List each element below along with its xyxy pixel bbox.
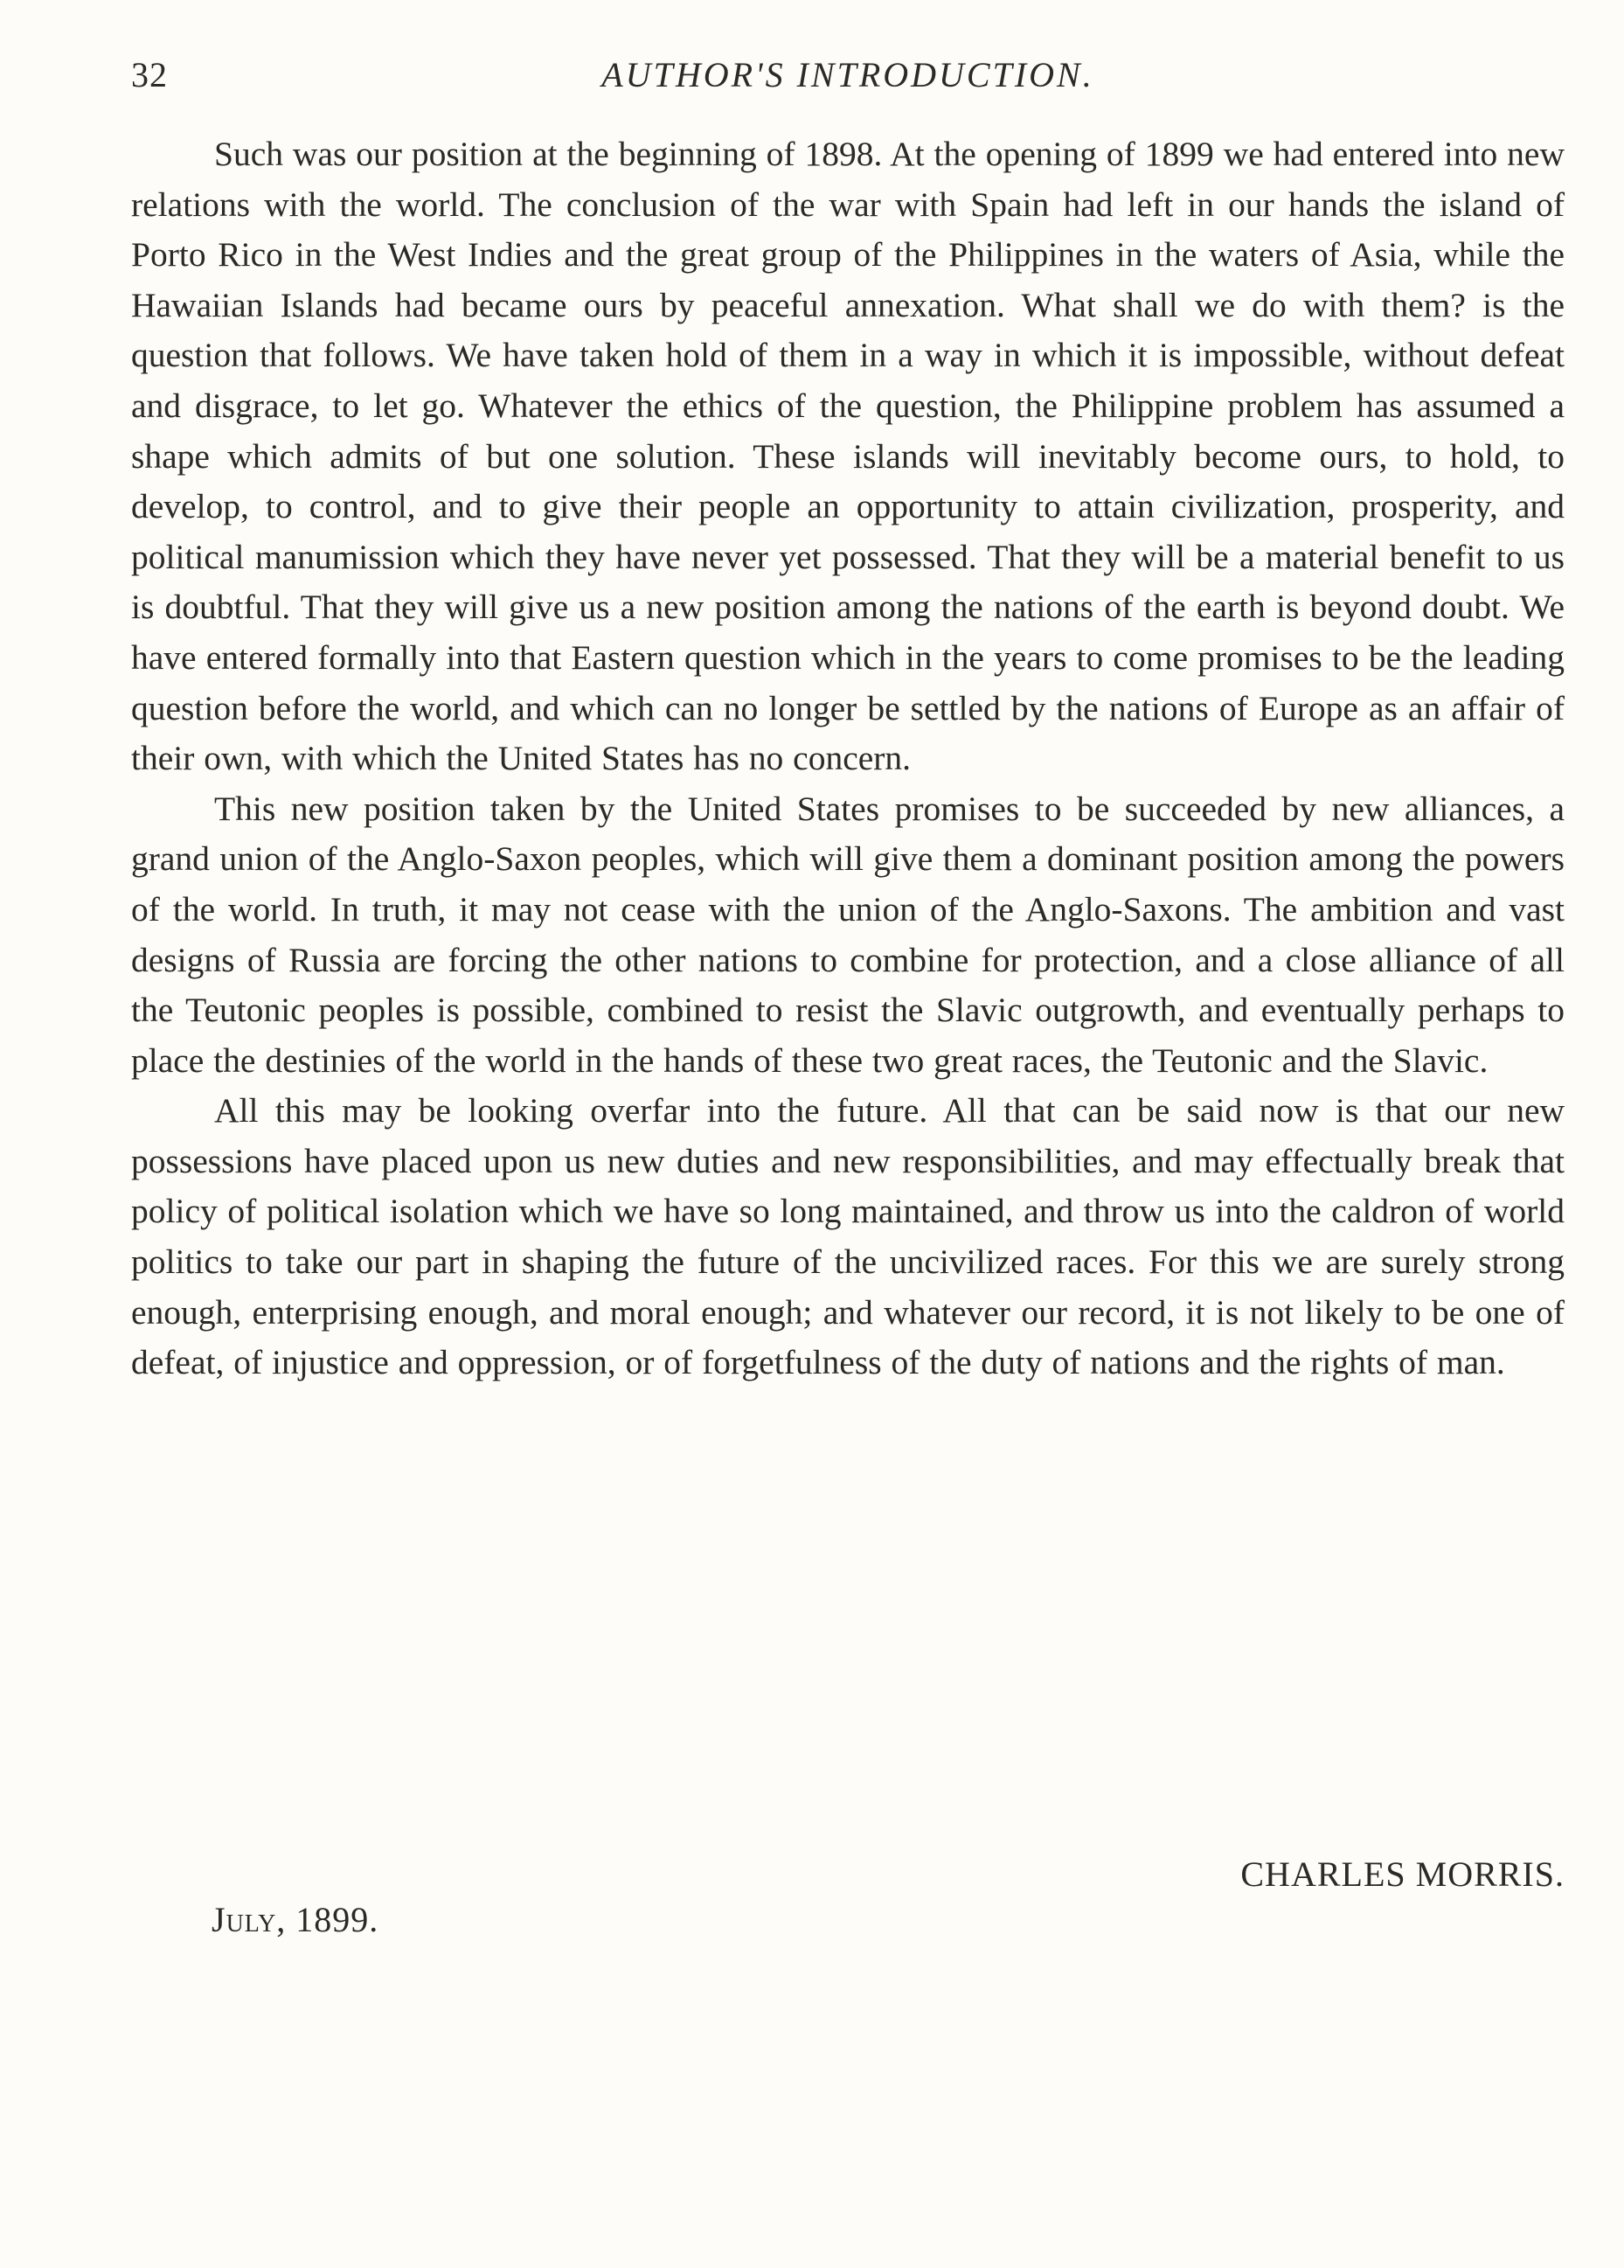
paragraph-3: All this may be looking overfar into the future. All that can be said now is that our new possessions have placed upon us new duties and new responsibilities, and may effectually break that policy of political isolation which we have so long maintained, and throw us into the caldron of world politics to take our part in shaping the future of the uncivilized races. For this we are surely strong enough, enterprising enough, and moral enough; and whatever our record, it is not likely to be one of defeat, of injustice and oppression, or of forgetfulness of the duty of nations and the rights of man. <box>131 1091 1565 1382</box>
body-text <box>131 129 1565 1388</box>
paragraph-1: Such was our position at the beginning of 1898. At the opening of 1899 we had entered into new relations with the world. The conclusion of the war with Spain had left in our hands the island of Porto Rico in the West Indies and the great group of the Philippines in the waters of Asia, while the Hawaiian Islands had became ours by peaceful annexation. What shall we do with them? is the question that follows. We have taken hold of them in a way in which it is impossible, without defeat and disgrace, to let go. Whatever the ethics of the question, the Philippine problem has assumed a shape which admits of but one solution. These islands will inevitably become ours, to hold, to develop, to control, and to give their people an opportunity to attain civilization, prosperity, and political manumission which they have never yet possessed. That they will be a material benefit to us is doubtful. That they will give us a new position among the nations of the earth is beyond doubt. We have entered formally into that Eastern question which in the years to come promises to be the leading question before the world, and which can no longer be settled by the nations of Europe as an affair of their own, with which the United States has no concern. <box>131 135 1565 778</box>
paragraph-2: This new position taken by the United States promises to be succeeded by new alliances, a grand union of the Anglo-Saxon peoples, which will give them a dominant position among the powers of the world. In truth, it may not cease with the union of the Anglo-Saxons. The ambition and vast designs of Russia are forcing the other nations to combine for protection, and a close alliance of all the Teutonic peoples is possible, combined to resist the Slavic outgrowth, and eventually perhaps to place the destinies of the world in the hands of these two great races, the Teutonic and the Slavic. <box>131 789 1565 1080</box>
author-signature: CHARLES MORRIS. <box>1240 1854 1565 1894</box>
running-head: AUTHOR'S INTRODUCTION. <box>601 55 1094 94</box>
page-number: 32 <box>131 55 168 94</box>
page-header <box>131 54 1565 107</box>
date-line: July, 1899. <box>212 1900 379 1939</box>
signoff <box>131 1854 1565 1958</box>
